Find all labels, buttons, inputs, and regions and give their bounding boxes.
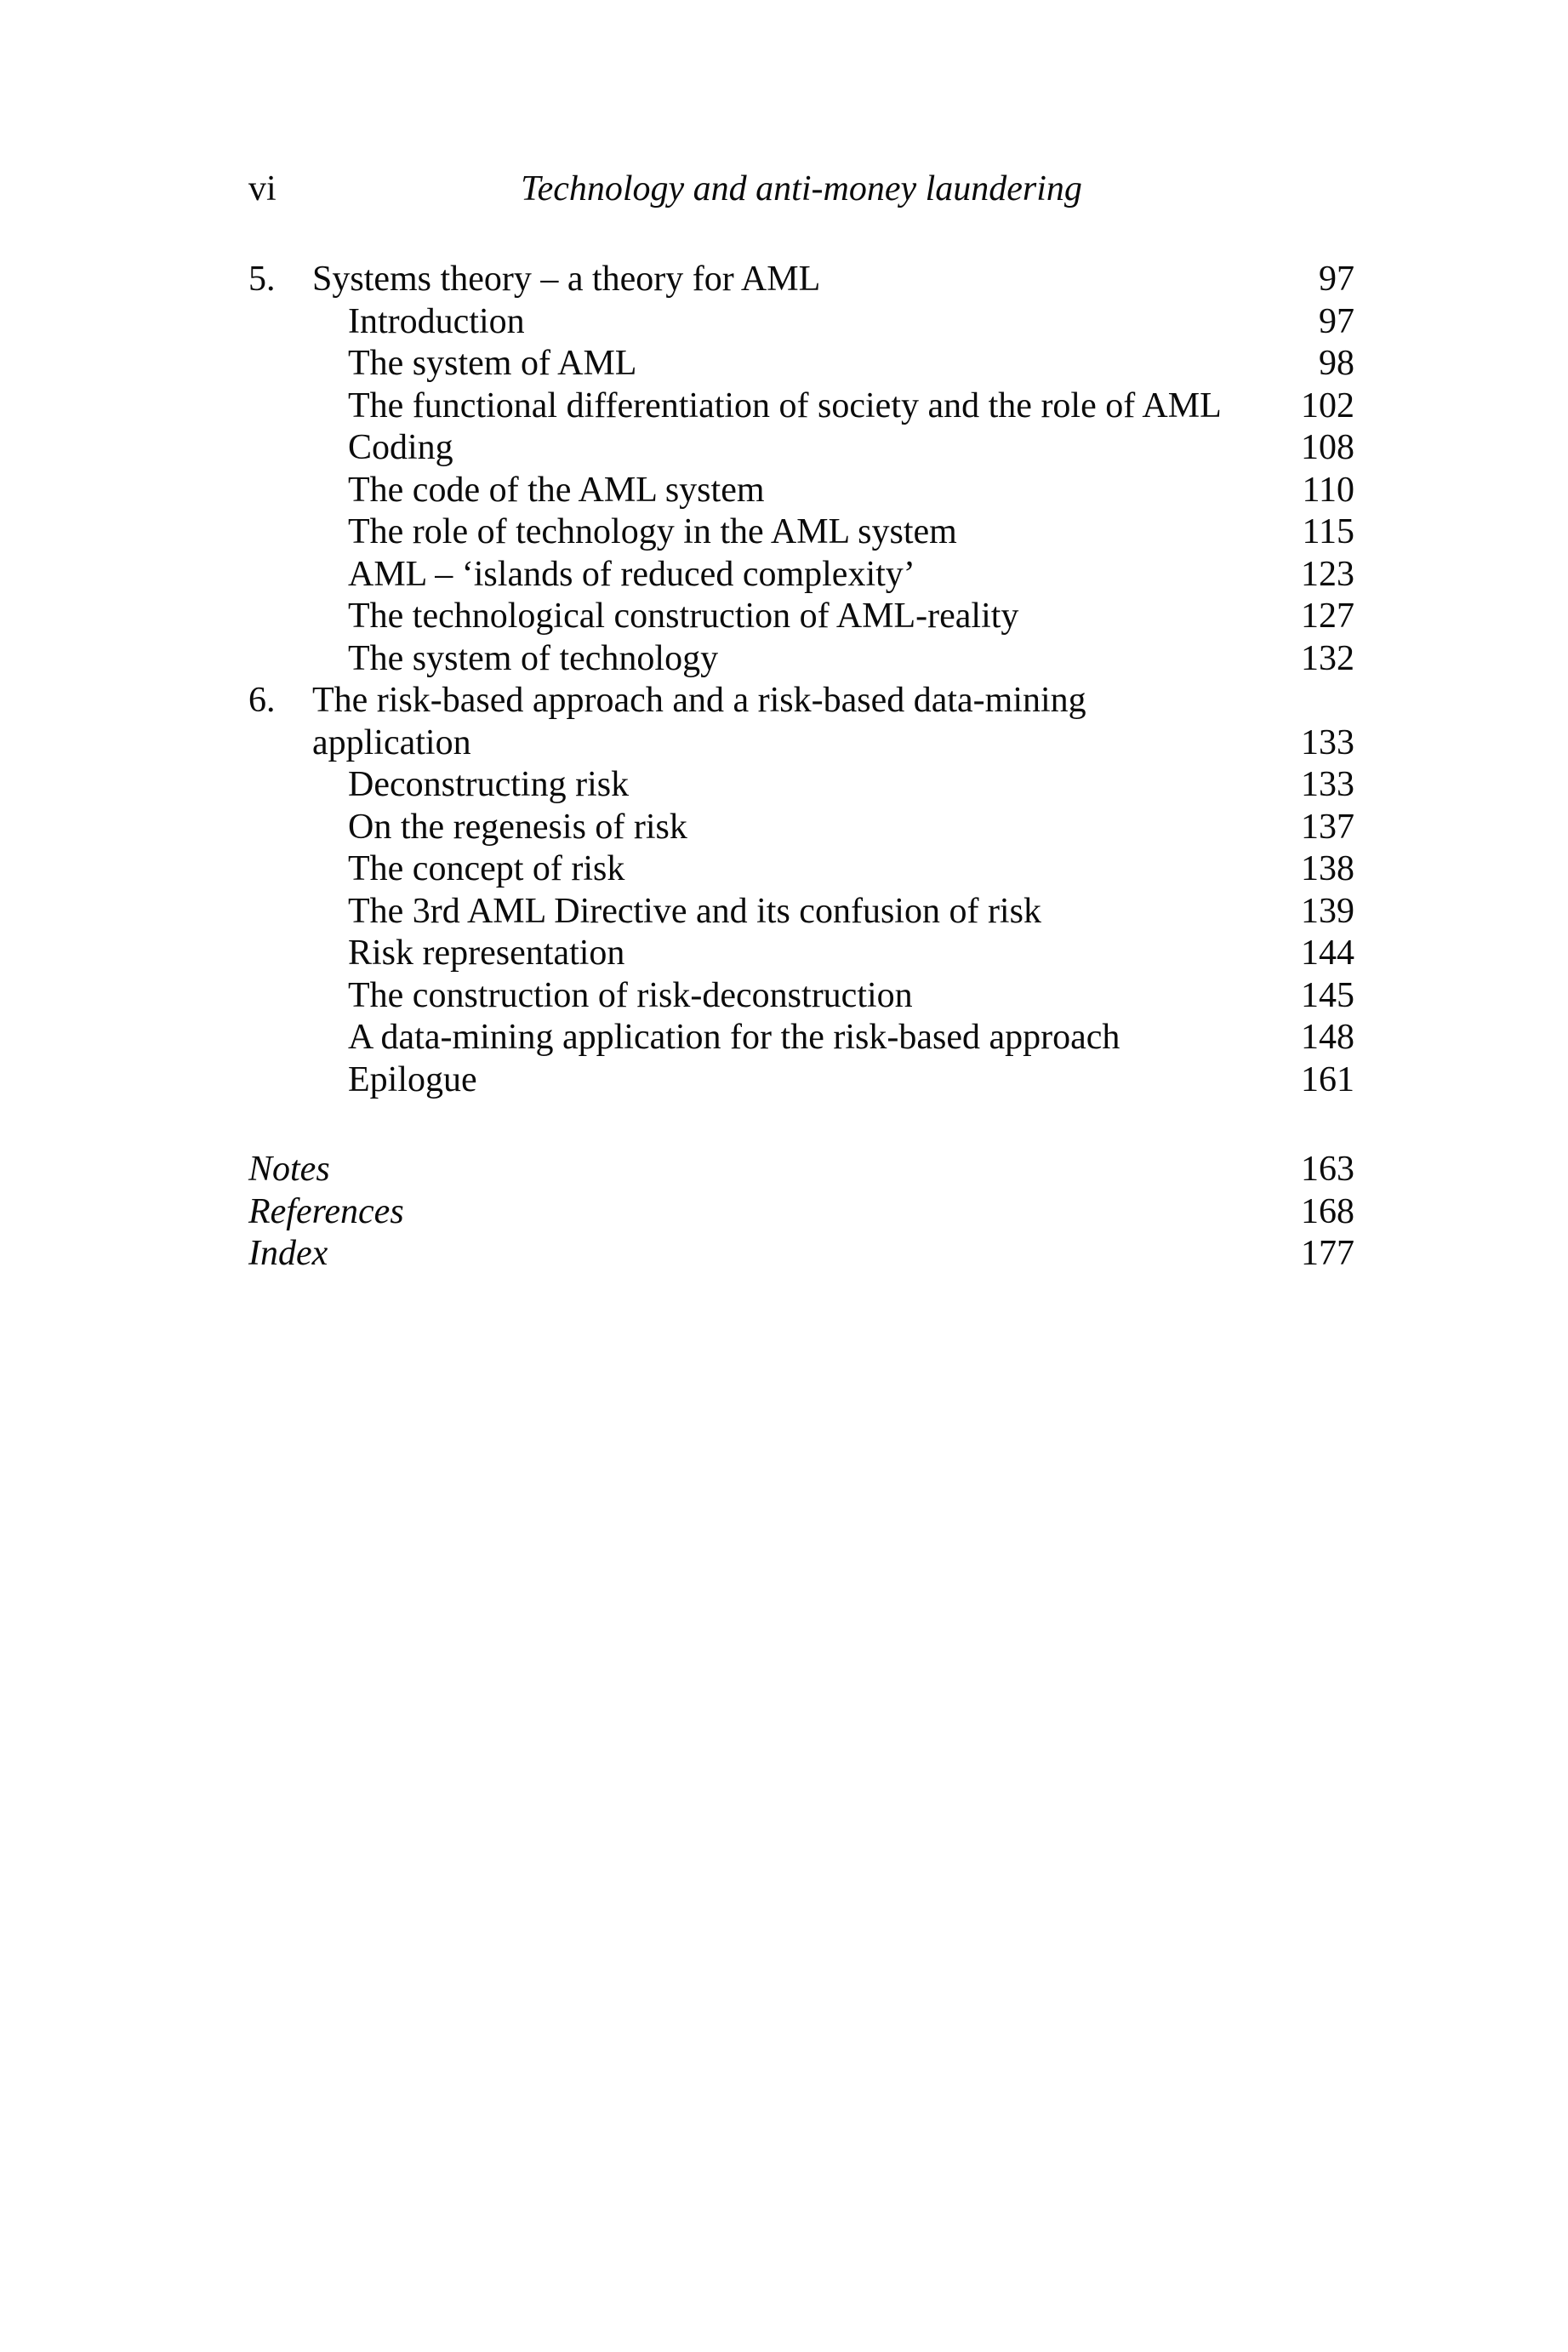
toc-chapter-continuation-row xyxy=(248,722,1354,765)
toc-section-row xyxy=(248,764,1354,807)
toc-section-row xyxy=(248,343,1354,385)
toc-section-row xyxy=(248,1059,1354,1102)
section-page-number: 133 xyxy=(1301,765,1354,804)
toc-section-row xyxy=(248,554,1354,597)
toc-section-row xyxy=(248,848,1354,891)
toc-section-row xyxy=(248,891,1354,933)
toc-backmatter-row xyxy=(248,1191,1354,1234)
back-matter-gap xyxy=(248,1101,1354,1149)
section-title: The role of technology in the AML system xyxy=(348,512,957,551)
toc-section-row xyxy=(248,638,1354,681)
toc-chapter-row xyxy=(248,259,1354,301)
section-title: The construction of risk-deconstruction xyxy=(348,975,913,1015)
chapter-page-number: 97 xyxy=(1319,260,1354,299)
section-page-number: 98 xyxy=(1319,344,1354,383)
section-page-number: 137 xyxy=(1301,807,1354,847)
section-page-number: 123 xyxy=(1301,554,1354,594)
section-title: AML – ‘islands of reduced complexity’ xyxy=(348,554,915,594)
section-title: The code of the AML system xyxy=(348,470,765,510)
folio-page-number: vi xyxy=(248,169,277,208)
section-page-number: 138 xyxy=(1301,849,1354,888)
chapter-number: 6. xyxy=(248,681,276,720)
backmatter-title: Index xyxy=(248,1234,328,1273)
section-page-number: 145 xyxy=(1301,975,1354,1015)
section-title: The concept of risk xyxy=(348,849,625,888)
chapter-page-number: 133 xyxy=(1301,722,1354,762)
toc-section-row xyxy=(248,1017,1354,1059)
backmatter-page-number: 163 xyxy=(1301,1150,1354,1189)
section-title: The system of technology xyxy=(348,638,719,678)
section-title: The system of AML xyxy=(348,344,637,383)
section-title: On the regenesis of risk xyxy=(348,807,687,847)
toc-section-row xyxy=(248,511,1354,554)
section-page-number: 97 xyxy=(1319,301,1354,341)
section-title: Risk representation xyxy=(348,933,625,973)
toc-section-row xyxy=(248,301,1354,344)
section-page-number: 110 xyxy=(1302,470,1354,510)
section-page-number: 144 xyxy=(1301,933,1354,973)
section-page-number: 161 xyxy=(1301,1059,1354,1099)
section-page-number: 102 xyxy=(1301,385,1354,425)
section-page-number: 108 xyxy=(1301,428,1354,467)
section-page-number: 115 xyxy=(1302,512,1354,551)
toc-section-row xyxy=(248,933,1354,975)
toc-backmatter-row xyxy=(248,1233,1354,1276)
toc-chapter-row xyxy=(248,680,1354,722)
section-title: A data-mining application for the risk-based approach xyxy=(348,1018,1120,1057)
chapter-title: Systems theory – a theory for AML xyxy=(312,260,821,299)
chapter-title-line2: application xyxy=(312,722,471,762)
backmatter-page-number: 168 xyxy=(1301,1191,1354,1231)
table-of-contents xyxy=(248,259,1354,1276)
section-title: The technological construction of AML-reality xyxy=(348,597,1019,636)
toc-section-row xyxy=(248,470,1354,512)
section-title: Deconstructing risk xyxy=(348,765,630,804)
toc-section-row xyxy=(248,596,1354,638)
toc-section-row xyxy=(248,427,1354,470)
section-title: The 3rd AML Directive and its confusion of risk xyxy=(348,891,1041,931)
chapter-number: 5. xyxy=(248,260,276,299)
section-page-number: 148 xyxy=(1301,1018,1354,1057)
section-page-number: 127 xyxy=(1301,597,1354,636)
section-page-number: 132 xyxy=(1301,638,1354,678)
running-head xyxy=(248,168,1354,211)
section-title: The functional differentiation of society and the role of AML xyxy=(348,385,1222,425)
toc-section-row xyxy=(248,385,1354,428)
section-title: Coding xyxy=(348,428,453,467)
toc-section-row xyxy=(248,807,1354,849)
backmatter-page-number: 177 xyxy=(1301,1234,1354,1273)
section-page-number: 139 xyxy=(1301,891,1354,931)
toc-section-row xyxy=(248,975,1354,1018)
chapter-title-line1: The risk-based approach and a risk-based data-mining xyxy=(312,681,1086,720)
section-title: Introduction xyxy=(348,301,525,341)
toc-backmatter-row xyxy=(248,1149,1354,1191)
backmatter-title: References xyxy=(248,1191,404,1231)
backmatter-title: Notes xyxy=(248,1150,330,1189)
running-title: Technology and anti-money laundering xyxy=(521,169,1082,208)
section-title: Epilogue xyxy=(348,1059,477,1099)
